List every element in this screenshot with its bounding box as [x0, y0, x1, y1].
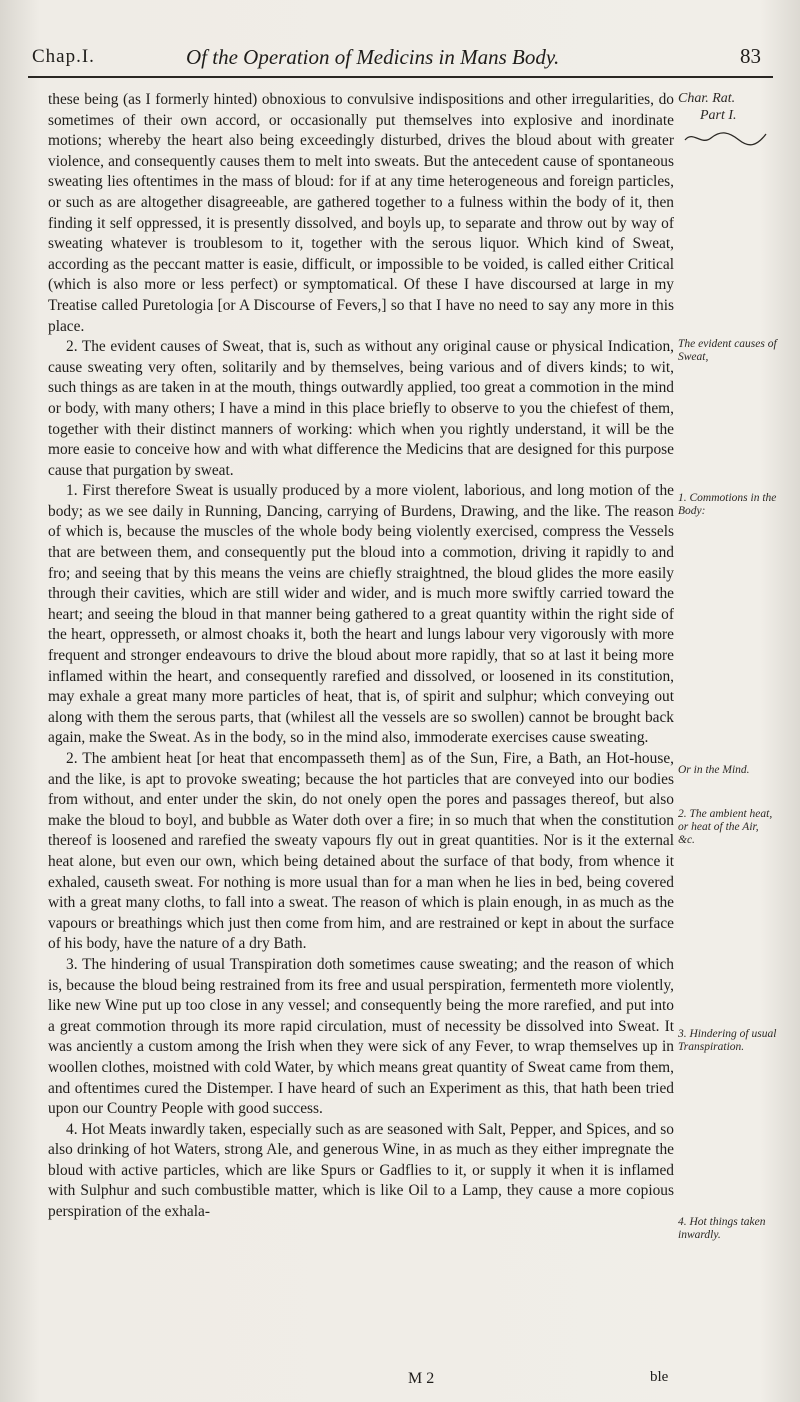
- margin-note-part: [678, 90, 778, 124]
- chapter-label: Chap.I.: [32, 46, 95, 67]
- page-number: 83: [740, 44, 761, 68]
- margin-note-commotions: 1. Commotions in the Body:: [678, 492, 777, 517]
- margin-note-part-line1: Char. Rat.: [678, 91, 736, 106]
- catchword: ble: [650, 1369, 669, 1385]
- margin-note-in-mind: Or in the Mind.: [678, 764, 750, 776]
- flourish-ornament: [683, 128, 768, 148]
- paragraph-continuation: these being (as I formerly hinted) obnoxious to convulsive indispositions and other irregularities, do sometimes of their own accord, or occasionally put themselves into explosive and inordinate motions; whereby the heart also being exceedingly disturbed, drives the bloud about with greater violence, and consequently causes them to melt into sweats. But the antecedent cause of spontaneous sweating lies oftentimes in the mass of bloud: for if at any time heterogeneous and foreign particles, or such as are altogether disagreeable, are gathered together to a fulness within the body of it, then finding it self oppressed, it is presently dissolved, and boyls up, to separate and throw out by way of sweating whatever is troublesom to it, together with the serous liquor. Which kind of Sweat, according as the peccant matter is easie, difficult, or impossible to be voided, is called either Critical (which is also more or less perfect) or symptomatical. Of these I have discoursed at large in my Treatise called Puretologia [or A Discourse of Fevers,] so that I have no need to say any more in this place.: [48, 91, 674, 335]
- paragraph-ambient-heat: 2. The ambient heat [or heat that encompasseth them] as of the Sun, Fire, a Bath, an Hot-house, and the like, is apt to provoke sweating; because the hot particles that are conveyed into our bodies from without, and enter under the skin, do not onely open the pores and passages thereof, but also make the bloud to boyl, and bubble as Water doth over a fire; in so much that when the constitution thereof is loosened and rarefied the sweaty vapours fly out in great quantities. Nor is it the external heat alone, but even our own, which being detained about the surface of that body, from whence it exhaled, causeth sweat. For nothing is more usual than for a man when he lies in bed, being covered with a great many cloths, to fall into a sweat. The reason of which is plain enough, in as much as the vapours or breathings which just then come from him, and are restrained or kept in about the surface of his body, have the nature of a dry Bath.: [48, 750, 674, 953]
- page-header: [28, 40, 773, 78]
- paragraph-commotion-of-body: 1. First therefore Sweat is usually produced by a more violent, laborious, and long motion of the body; as we see daily in Running, Dancing, carrying of Burdens, Drawing, and the like. The reason of which is, because the muscles of the whole body being violently exercised, compress the Vessels that are between them, and consequently put the bloud into a commotion, driving it rapidly to and fro; and seeing that by this means the veins are chiefly straightned, the bloud glides the more easily through their cavities, which are still wider and wider, and is much more swiftly carried toward the heart; and seeing the bloud in that manner being gathered to a great quantity within the right side of the heart, oppresseth, or almost choaks it, both the heart and lungs labour very vigorously with more frequent and stronger endeavours to drive the bloud about more rapidly, that so at last it being more inflamed within the heart, and consequently rarefied and dissolved, or loosened in its constitution, may exhale a great many more particles of heat, that is, of spirit and sulphur; which conveying out along with them the serous parts, that (whilest all the vessels are so swollen) cannot be brought back again, make the Sweat. As in the body, so in the mind also, immoderate exercises cause sweating.: [48, 482, 674, 747]
- margin-note-hot-things: 4. Hot things taken inwardly.: [678, 1216, 766, 1241]
- margin-note-hindering: 3. Hindering of usual Transpiration.: [678, 1028, 777, 1053]
- signature-mark: M 2: [408, 1370, 435, 1387]
- margin-note-evident-causes: The evident causes of Sweat,: [678, 338, 777, 363]
- paragraph-hot-meats: 4. Hot Meats inwardly taken, especially such as are seasoned with Salt, Pepper, and Spices, and so also drinking of hot Waters, strong Ale, and generous Wine, in as much as they either impregnate the bloud with active particles, which are like Spurs or Gadflies to it, or supply it when it is inflamed with Sulphur and such combustible matter, which is like Oil to a Lamp, they cause a more copious perspiration of the exhala-: [48, 1120, 674, 1221]
- running-title: Of the Operation of Medicins in Mans Body.: [186, 45, 560, 69]
- paragraph-hindered-transpiration: 3. The hindering of usual Transpiration doth sometimes cause sweating; and the reason of which is, because the bloud being restrained from its free and usual perspiration, fermenteth more violently, like new Wine put up too close in any vessel; and consequently being the more rarefied, and put into a great commotion through its more rapid circulation, must of necessity be dissolved into Sweat. It was anciently a custom among the Irish when they were sick of any Fever, to wrap themselves up in woollen clothes, moistned with cold Water, by which means great quantity of Sweat came from them, and oftentimes cured the Distemper. I have heard of such an Experiment as this, that hath been tried upon our Country People with good success.: [48, 955, 674, 1118]
- margin-note-ambient-heat: 2. The ambient heat, or heat of the Air, &c.: [678, 808, 773, 846]
- body-text: [48, 90, 674, 1223]
- paragraph-evident-causes: 2. The evident causes of Sweat, that is, such as without any original cause or physical Indication, cause sweating very often, solitarily and by themselves, being various and of divers kinds; to wit, such things as are taken in at the mouth, things outwardly applied, too great a commotion in the mind or body, with many others; I have a mind in this place briefly to observe to you the chiefest of them, together with their distinct manners of working: which when you rightly understand, it will be the more easie to conceive how and with what difference the Medicins that are designed for this purpose cause that purgation by sweat.: [48, 338, 674, 479]
- margin-note-part-line2: Part I.: [700, 108, 737, 123]
